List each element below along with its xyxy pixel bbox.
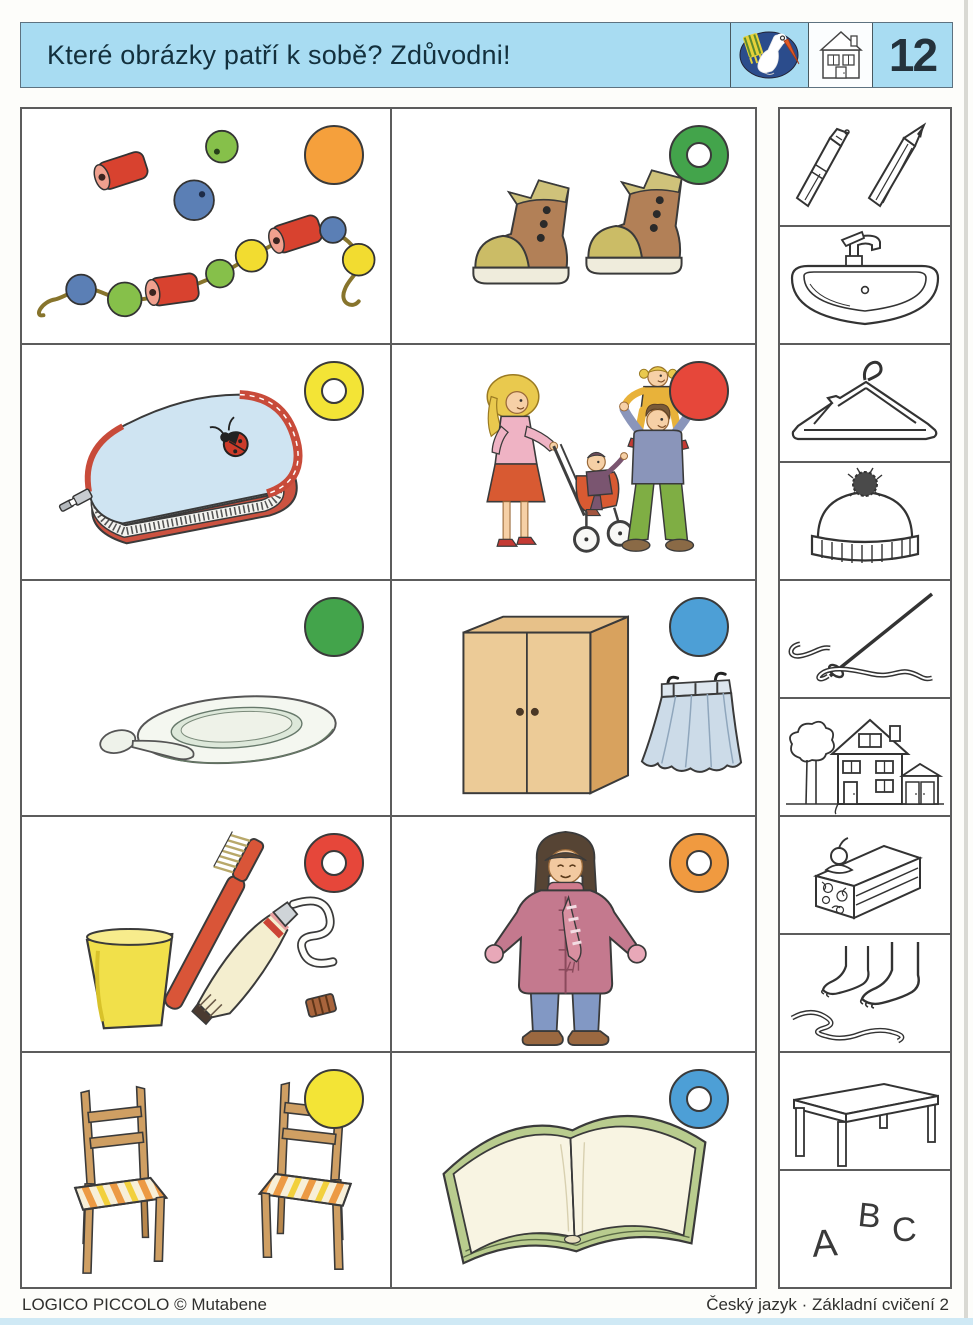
cell-child-in-winter-clothes[interactable]: [391, 816, 756, 1052]
marker-green-disc[interactable]: [304, 597, 364, 657]
strip-item-knit-hat[interactable]: [779, 462, 951, 580]
marker-red-disc[interactable]: [669, 361, 729, 421]
cell-open-book[interactable]: [391, 1052, 756, 1288]
cell-cup-toothbrush-toothpaste[interactable]: [21, 816, 391, 1052]
header-bar: [20, 22, 953, 88]
cell-pencil-case[interactable]: [21, 344, 391, 580]
strip-item-house[interactable]: [779, 698, 951, 816]
table-icon: [780, 1053, 950, 1169]
cell-two-chairs[interactable]: [21, 1052, 391, 1288]
marker-red-ring[interactable]: [304, 833, 364, 893]
needle-and-thread-icon: [780, 581, 950, 697]
cell-plate-and-spoon[interactable]: [21, 580, 391, 816]
stork-logo: [730, 23, 808, 87]
strip-item-table[interactable]: [779, 1052, 951, 1170]
marker-yellow-ring[interactable]: [304, 361, 364, 421]
house-icon: [780, 699, 950, 815]
cell-pair-of-boots[interactable]: [391, 108, 756, 344]
cake-slice-icon: [780, 817, 950, 933]
stork-logo-icon: [737, 28, 803, 82]
page-number: 12: [872, 23, 952, 87]
picture-grid: [20, 107, 757, 1289]
page-title: Které obrázky patří k sobě? Zdůvodni!: [47, 39, 511, 70]
strip-item-cake-slice[interactable]: [779, 816, 951, 934]
page-edge-bottom: [0, 1318, 973, 1325]
marker-blue-ring[interactable]: [669, 1069, 729, 1129]
strip-item-bare-feet[interactable]: [779, 934, 951, 1052]
answer-strip: [778, 107, 952, 1289]
cell-beads-on-string[interactable]: [21, 108, 391, 344]
strip-item-pen-and-pencil[interactable]: [779, 108, 951, 226]
strip-item-clothes-hanger[interactable]: [779, 344, 951, 462]
bare-feet-icon: [780, 935, 950, 1051]
strip-item-needle-and-thread[interactable]: [779, 580, 951, 698]
clothes-hanger-icon: [780, 345, 950, 461]
knit-hat-icon: [780, 463, 950, 579]
marker-green-ring[interactable]: [669, 125, 729, 185]
home-box: [808, 23, 872, 87]
letter-a: A: [810, 1222, 839, 1266]
strip-item-washbasin[interactable]: [779, 226, 951, 344]
pen-and-pencil-icon: [780, 109, 950, 225]
marker-orange-ring[interactable]: [669, 833, 729, 893]
cell-family-walk[interactable]: [391, 344, 756, 580]
marker-orange-disc[interactable]: [304, 125, 364, 185]
letter-c: C: [890, 1210, 918, 1250]
page-edge: [964, 0, 968, 1325]
marker-blue-disc[interactable]: [669, 597, 729, 657]
cell-wardrobe-and-skirt[interactable]: [391, 580, 756, 816]
footer-brand: LOGICO PICCOLO © Mutabene: [22, 1295, 267, 1314]
marker-yellow-disc[interactable]: [304, 1069, 364, 1129]
strip-item-letters-abc[interactable]: [779, 1170, 951, 1288]
washbasin-icon: [780, 227, 950, 343]
house-icon: [815, 28, 867, 82]
letter-b: B: [856, 1195, 883, 1237]
footer-series: Český jazyk · Základní cvičení 2: [706, 1295, 949, 1314]
